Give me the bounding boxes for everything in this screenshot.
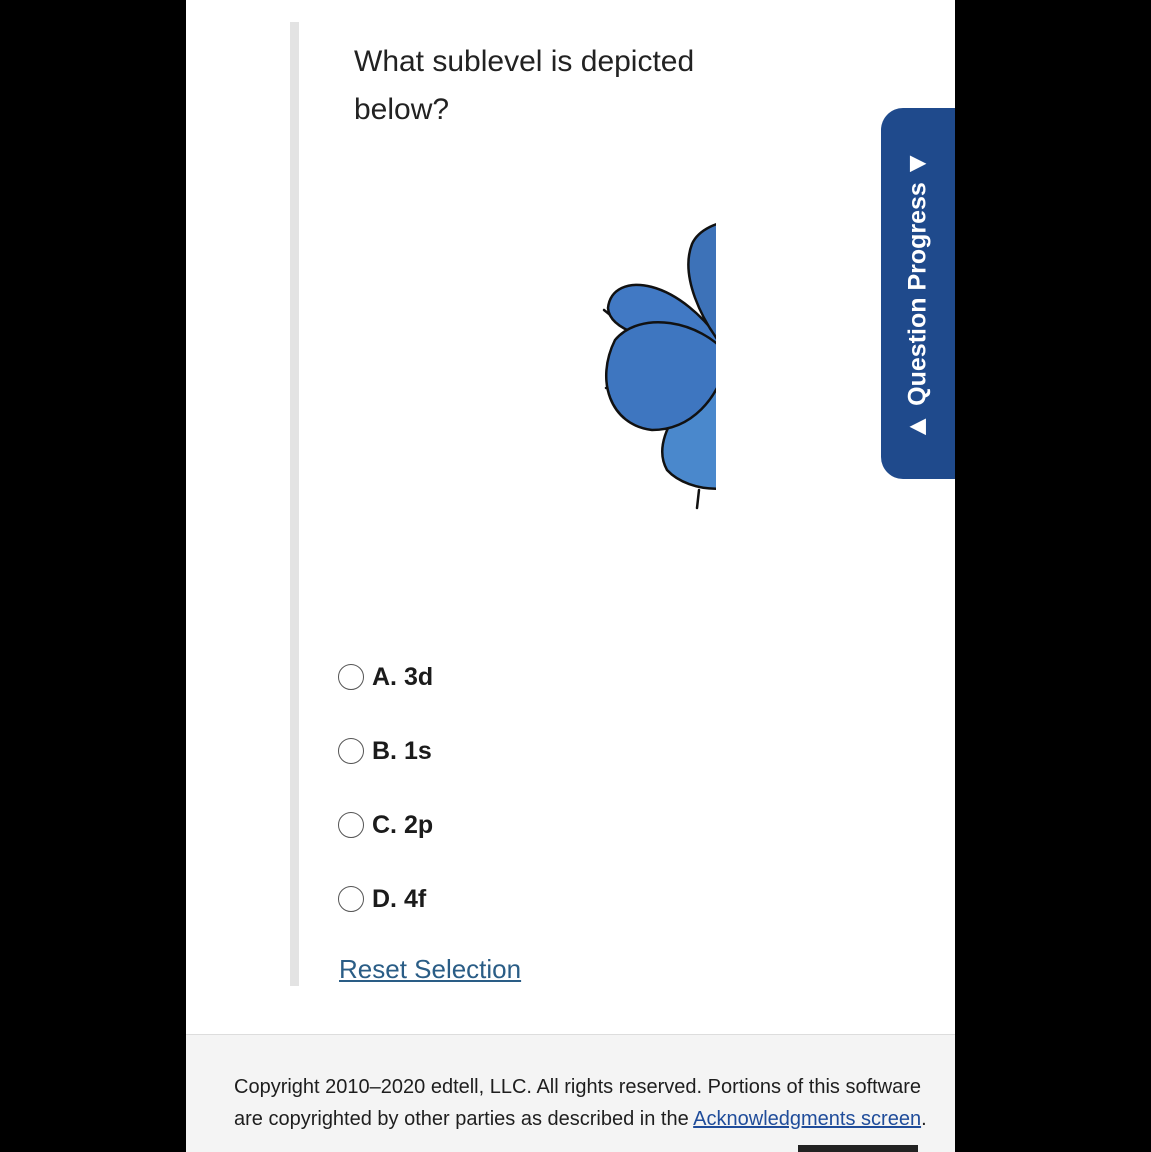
question-progress-content [903,151,933,437]
question-progress-label: Question Progress [903,181,932,406]
triangle-icon: ▶ [910,151,926,174]
choice-b[interactable] [338,734,432,768]
radio-button-a[interactable] [338,664,364,690]
footer-button-partial[interactable] [798,1145,918,1152]
question-side-bar [290,22,299,986]
axis-line-bottom [697,490,699,508]
choice-d-label: D. 4f [372,884,427,913]
question-progress-tab[interactable] [881,108,955,479]
copyright-text-body: Copyright 2010–2020 edtell, LLC. All rights reserved. Portions of this software are copyrighted by other parties as described in the [234,1076,922,1130]
radio-button-d[interactable] [338,886,364,912]
reset-selection-link[interactable]: Reset Selection [339,954,522,984]
choice-c-label: C. 2p [372,810,434,839]
triangle-icon: ◀ [910,414,926,437]
acknowledgments-link[interactable]: Acknowledgments screen [693,1108,922,1130]
copyright-text-end: . [921,1108,927,1130]
choice-a-label: A. 3d [372,662,434,691]
copyright-text [234,1071,949,1135]
radio-button-c[interactable] [338,812,364,838]
question-page [186,0,955,1152]
choice-d[interactable] [338,882,426,916]
orbital-diagram [386,180,716,520]
choice-b-label: B. 1s [372,736,432,765]
choice-a[interactable] [338,660,433,694]
footer [186,1034,955,1152]
choice-c[interactable] [338,808,433,842]
radio-button-b[interactable] [338,738,364,764]
question-text: What sublevel is depicted below? [354,45,695,126]
